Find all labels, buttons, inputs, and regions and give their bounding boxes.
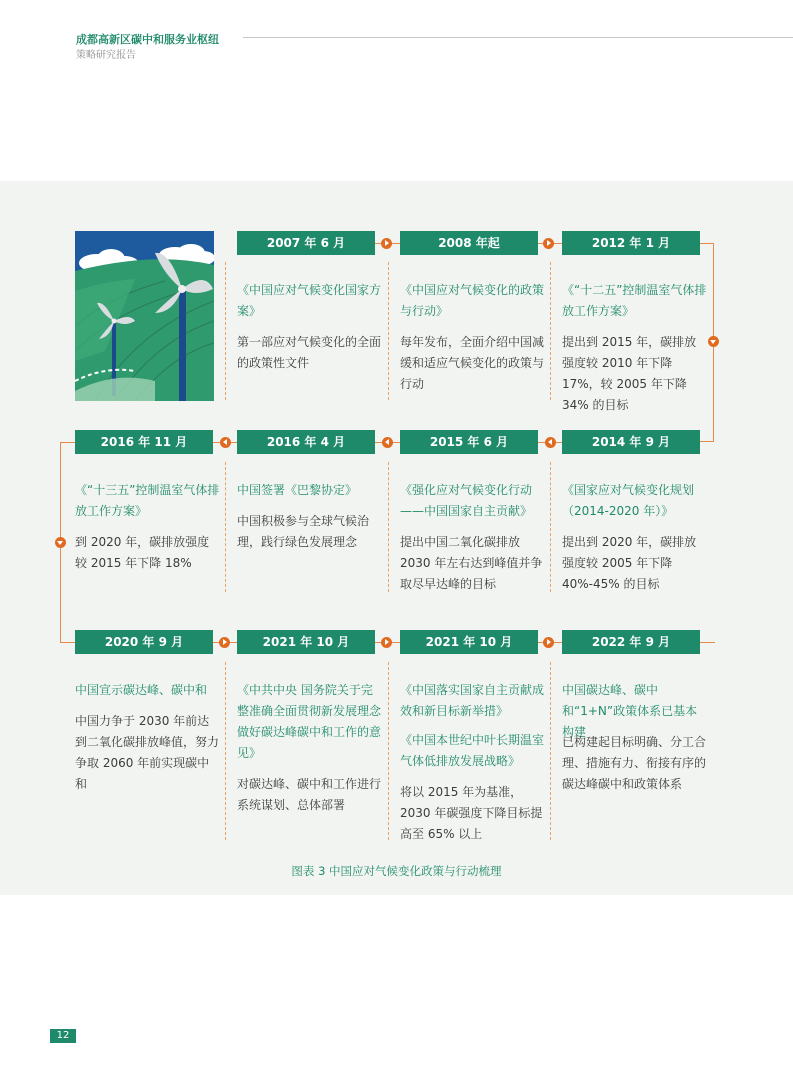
date-badge: 2015 年 6 月 — [400, 430, 538, 454]
arrow-left-icon — [545, 437, 556, 448]
policy-title: 《中国应对气候变化的政策与行动》 — [400, 283, 545, 318]
policy-title: 《中共中央 国务院关于完整准确全面贯彻新发展理念做好碳达峰碳中和工作的意见》 — [237, 683, 382, 760]
arrow-right-icon — [543, 637, 554, 648]
timeline-connector — [700, 441, 714, 442]
date-badge: 2020 年 9 月 — [75, 630, 213, 654]
report-subtitle: 策略研究报告 — [76, 50, 136, 61]
policy-description: 第一部应对气候变化的全面的政策性文件 — [237, 335, 382, 370]
policy-title: 《中国本世纪中叶长期温室气体低排放发展战略》 — [400, 733, 545, 768]
date-badge: 2021 年 10 月 — [237, 630, 375, 654]
arrow-right-icon — [543, 238, 554, 249]
arrow-left-icon — [220, 437, 231, 448]
date-badge: 2008 年起 — [400, 231, 538, 255]
wind-turbine-illustration — [75, 231, 214, 401]
policy-description: 将以 2015 年为基准，2030 年碳强度下降目标提高至 65% 以上 — [400, 785, 543, 841]
policy-title: 《“十二五”控制温室气体排放工作方案》 — [562, 283, 707, 318]
policy-description: 对碳达峰、碳中和工作进行系统谋划、总体部署 — [237, 777, 382, 812]
figure-caption: 图表 3 中国应对气候变化政策与行动梳理 — [291, 864, 502, 878]
policy-title: 《中国应对气候变化国家方案》 — [237, 283, 382, 318]
column-divider — [388, 462, 389, 592]
column-divider — [225, 462, 226, 592]
column-divider — [550, 262, 551, 400]
policy-description: 中国积极参与全球气候治理，践行绿色发展理念 — [237, 514, 370, 549]
arrow-down-icon — [55, 537, 66, 548]
policy-description: 提出中国二氧化碳排放 2030 年左右达到峰值并争取尽早达峰的目标 — [400, 535, 543, 591]
timeline-connector — [60, 642, 75, 643]
column-divider — [388, 262, 389, 400]
arrow-left-icon — [382, 437, 393, 448]
policy-title: 《国家应对气候变化规划（2014-2020 年）》 — [562, 483, 695, 518]
date-badge: 2021 年 10 月 — [400, 630, 538, 654]
column-divider — [225, 262, 226, 400]
page-number: 12 — [50, 1029, 76, 1043]
policy-title: 中国签署《巴黎协定》 — [237, 483, 358, 497]
policy-description: 中国力争于 2030 年前达到二氧化碳排放峰值，努力争取 2060 年前实现碳中和 — [75, 714, 220, 791]
policy-description: 已构建起目标明确、分工合理、措施有力、衔接有序的碳达峰碳中和政策体系 — [562, 735, 707, 791]
date-badge: 2016 年 11 月 — [75, 430, 213, 454]
arrow-right-icon — [381, 238, 392, 249]
column-divider — [550, 462, 551, 592]
header-rule — [243, 37, 793, 38]
policy-description: 提出到 2020 年，碳排放强度较 2005 年下降 40%-45% 的目标 — [562, 535, 697, 591]
policy-description: 每年发布，全面介绍中国减缓和适应气候变化的政策与行动 — [400, 335, 545, 391]
date-badge: 2014 年 9 月 — [562, 430, 700, 454]
arrow-right-icon — [381, 637, 392, 648]
policy-title: 《中国落实国家自主贡献成效和新目标新举措》 — [400, 683, 545, 718]
policy-description: 到 2020 年，碳排放强度较 2015 年下降 18% — [75, 535, 210, 570]
timeline-connector — [700, 243, 714, 244]
arrow-right-icon — [219, 637, 230, 648]
column-divider — [388, 662, 389, 840]
date-badge: 2012 年 1 月 — [562, 231, 700, 255]
policy-title: 《“十三五”控制温室气体排放工作方案》 — [75, 483, 220, 518]
date-badge: 2016 年 4 月 — [237, 430, 375, 454]
date-badge: 2007 年 6 月 — [237, 231, 375, 255]
column-divider — [225, 662, 226, 840]
date-badge: 2022 年 9 月 — [562, 630, 700, 654]
report-title: 成都高新区碳中和服务业枢纽 — [76, 33, 219, 46]
arrow-down-icon — [708, 336, 719, 347]
timeline-connector — [60, 442, 75, 443]
column-divider — [550, 662, 551, 840]
policy-title: 中国碳达峰、碳中和“1+N”政策体系已基本构建 — [562, 683, 698, 739]
timeline-connector — [700, 642, 715, 643]
policy-title: 中国宣示碳达峰、碳中和 — [75, 683, 208, 697]
policy-title: 《强化应对气候变化行动——中国国家自主贡献》 — [400, 483, 533, 518]
policy-description: 提出到 2015 年，碳排放强度较 2010 年下降 17%，较 2005 年下降 34% 的目标 — [562, 335, 697, 412]
